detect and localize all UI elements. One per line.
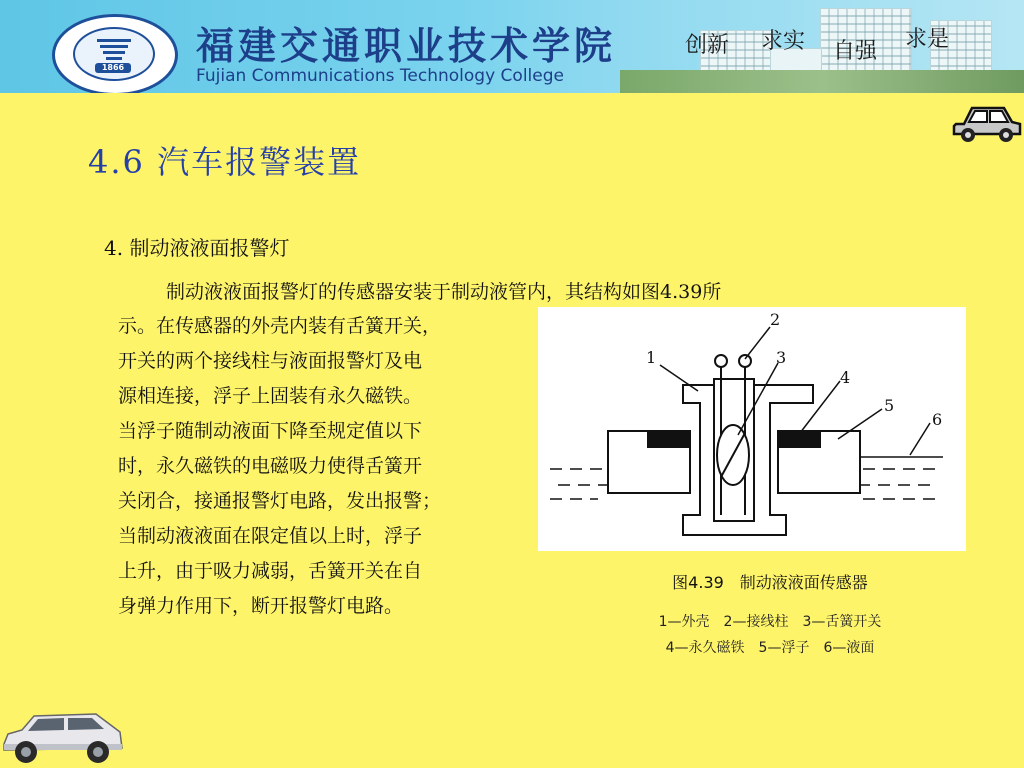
paragraph-body — [118, 309, 548, 624]
left-magnet — [648, 431, 690, 447]
callout-4: 4 — [840, 368, 851, 387]
paragraph-line: 当浮子随制动液面下降至规定值以下 — [118, 420, 423, 442]
college-name-chinese: 福建交通职业技术学院 — [196, 23, 617, 68]
terminal-right — [739, 355, 751, 367]
motto-practical: 求实 — [760, 29, 805, 54]
callout-6: 6 — [932, 410, 943, 429]
sensor-diagram — [538, 307, 966, 551]
paragraph-line: 开关的两个接线柱与液面报警灯及电 — [118, 350, 423, 372]
terminal-left — [715, 355, 727, 367]
paragraph-line: 身弹力作用下，断开报警灯电路。 — [118, 595, 404, 617]
paragraph-line: 上升，由于吸力减弱，舌簧开关在自 — [118, 560, 423, 582]
callout-1: 1 — [646, 348, 657, 367]
right-magnet — [778, 431, 820, 447]
header-banner — [0, 0, 1024, 93]
paragraph-line: 示。在传感器的外壳内装有舌簧开关， — [118, 315, 442, 337]
suv-car-illustration — [0, 708, 126, 768]
motto-innovation: 创新 — [684, 33, 729, 58]
sensor-diagram-drawing — [538, 307, 966, 551]
paragraph-line: 关闭合，接通报警灯电路，发出报警； — [118, 490, 442, 512]
figure-caption: 图4.39 制动液液面传感器 — [672, 573, 868, 592]
section-subheading: 4. 制动液液面报警灯 — [104, 236, 290, 260]
figure-legend-line-1: 1—外壳 2—接线柱 3—舌簧开关 — [658, 614, 882, 630]
figure-legend-line-2: 4—永久磁铁 5—浮子 6—液面 — [665, 640, 875, 656]
paragraph-line: 当制动液液面在限定值以上时，浮子 — [118, 525, 423, 547]
college-logo — [52, 14, 178, 93]
paragraph-line: 源相连接，浮子上固装有永久磁铁。 — [118, 385, 423, 407]
motto-self-strength: 自强 — [832, 39, 877, 64]
paragraph-line: 时，永久磁铁的电磁吸力使得舌簧开 — [118, 455, 423, 477]
callout-3: 3 — [776, 348, 787, 367]
paragraph-text: 制动液液面报警灯的传感器安装于制动液管内，其结构如图4.39所 — [166, 281, 722, 303]
car-icon — [950, 100, 1024, 144]
paragraph-first-line — [118, 274, 918, 310]
logo-year: 1866 — [95, 63, 131, 73]
motto-truth: 求是 — [904, 27, 949, 52]
callout-2: 2 — [770, 310, 781, 329]
callout-5: 5 — [884, 396, 895, 415]
slide-title: 4.6 汽车报警装置 — [88, 143, 362, 181]
college-name-english: Fujian Communications Technology College — [196, 66, 564, 86]
